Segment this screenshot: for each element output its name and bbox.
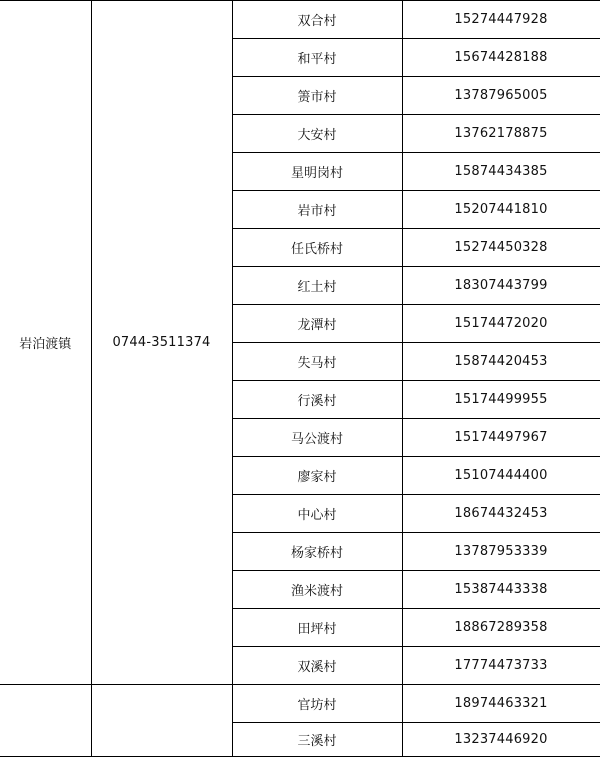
village-phone-cell: 18307443799 [402,267,600,305]
village-phone-cell: 15874434385 [402,153,600,191]
village-name-cell: 渔米渡村 [232,571,402,609]
table-body [0,1,600,757]
village-name-cell: 官坊村 [232,685,402,723]
village-name-cell: 红土村 [232,267,402,305]
village-phone-cell: 18674432453 [402,495,600,533]
town-hotline-cell [91,685,232,757]
village-name-cell: 大安村 [232,115,402,153]
village-name-cell: 失马村 [232,343,402,381]
village-name-cell: 岩市村 [232,191,402,229]
village-name-cell: 马公渡村 [232,419,402,457]
village-phone-cell: 15387443338 [402,571,600,609]
village-phone-cell: 18974463321 [402,685,600,723]
village-phone-cell: 15674428188 [402,39,600,77]
village-phone-cell: 15174499955 [402,381,600,419]
village-phone-cell: 15207441810 [402,191,600,229]
village-phone-cell: 15174497967 [402,419,600,457]
town-cell: 岩泊渡镇 [0,1,91,685]
town-hotline-cell: 0744-3511374 [91,1,232,685]
village-name-cell: 廖家村 [232,457,402,495]
village-phone-cell: 18867289358 [402,609,600,647]
village-name-cell: 中心村 [232,495,402,533]
village-phone-cell: 13237446920 [402,723,600,757]
village-name-cell: 龙潭村 [232,305,402,343]
village-phone-cell: 15274450328 [402,229,600,267]
village-phone-cell: 15107444400 [402,457,600,495]
village-name-cell: 杨家桥村 [232,533,402,571]
village-name-cell: 双溪村 [232,647,402,685]
village-phone-cell: 15274447928 [402,1,600,39]
village-name-cell: 和平村 [232,39,402,77]
village-phone-cell: 13762178875 [402,115,600,153]
town-cell [0,685,91,757]
table-row [0,685,600,723]
village-name-cell: 任氏桥村 [232,229,402,267]
village-phone-cell: 15174472020 [402,305,600,343]
village-phone-cell: 13787953339 [402,533,600,571]
village-name-cell: 田坪村 [232,609,402,647]
table-row [0,1,600,39]
village-phone-cell: 13787965005 [402,77,600,115]
village-phone-cell: 17774473733 [402,647,600,685]
village-name-cell: 星明岗村 [232,153,402,191]
village-name-cell: 双合村 [232,1,402,39]
village-name-cell: 行溪村 [232,381,402,419]
village-name-cell: 箦市村 [232,77,402,115]
village-phone-cell: 15874420453 [402,343,600,381]
village-name-cell: 三溪村 [232,723,402,757]
